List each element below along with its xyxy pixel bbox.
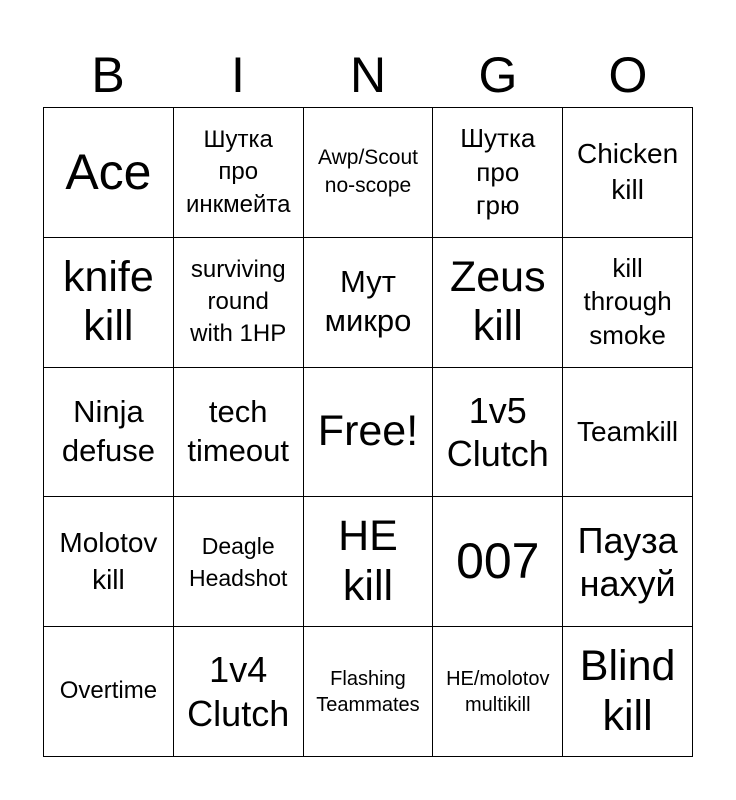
bingo-cell-free[interactable] [304,368,434,498]
cell-label: 1v4 Clutch [187,649,290,734]
cell-label: tech timeout [187,394,290,468]
header-letter-g: G [478,47,518,103]
bingo-cell-r5c2[interactable] [174,627,304,757]
bingo-cell-r5c3[interactable] [304,627,434,757]
header-letter-n: N [349,47,387,103]
cell-label: surviving round with 1HP [190,255,287,348]
bingo-cell-r1c2[interactable] [174,108,304,238]
bingo-grid [43,107,693,757]
cell-label: HE/molotov multikill [446,667,550,716]
cell-label: Ninja defuse [61,394,155,468]
header-letter-o: O [608,47,648,103]
bingo-cell-r2c2[interactable] [174,238,304,368]
bingo-cell-r1c5[interactable] [563,108,693,238]
cell-label: HE kill [338,512,398,610]
cell-label: Мут микро [324,264,412,339]
cell-label: Zeus kill [449,252,546,351]
cell-label: 1v5 Clutch [446,389,549,474]
bingo-cell-r4c2[interactable] [174,497,304,627]
bingo-cell-r5c5[interactable] [563,627,693,757]
bingo-cell-r2c4[interactable] [433,238,563,368]
bingo-header [43,44,693,106]
cell-label: kill through smoke [583,252,672,351]
bingo-cell-r2c3[interactable] [304,238,434,368]
bingo-cell-r1c4[interactable] [433,108,563,238]
cell-label: Overtime [59,677,158,705]
bingo-cell-r1c3[interactable] [304,108,434,238]
bingo-cell-r3c1[interactable] [44,368,174,498]
cell-label: Шутка про инкмейта [185,125,291,218]
cell-label: Flashing Teammates [316,667,420,716]
bingo-cell-r4c5[interactable] [563,497,693,627]
bingo-cell-r4c3[interactable] [304,497,434,627]
cell-label: Шутка про грю [460,122,536,221]
cell-label: 007 [456,533,540,590]
cell-label: Blind kill [579,642,676,740]
bingo-cell-r4c1[interactable] [44,497,174,627]
bingo-cell-r4c4[interactable] [433,497,563,627]
bingo-cell-r2c1[interactable] [44,238,174,368]
bingo-cell-r3c4[interactable] [433,368,563,498]
header-letter-i: I [231,47,245,103]
cell-label: Ace [65,143,152,200]
cell-label: Teamkill [577,415,679,447]
cell-label: Free! [317,407,419,456]
cell-label: Deagle Headshot [188,532,288,591]
bingo-cell-r3c5[interactable] [563,368,693,498]
cell-label: Awp/Scout no-scope [317,146,418,198]
bingo-cell-r5c4[interactable] [433,627,563,757]
bingo-cell-r1c1[interactable] [44,108,174,238]
cell-label: Пауза нахуй [577,519,678,604]
bingo-cell-r5c1[interactable] [44,627,174,757]
cell-label: knife kill [62,252,154,351]
cell-label: Chicken kill [577,138,679,206]
bingo-cell-r3c2[interactable] [174,368,304,498]
header-letter-b: B [91,47,125,103]
bingo-cell-r2c5[interactable] [563,238,693,368]
cell-label: Molotov kill [59,527,158,595]
